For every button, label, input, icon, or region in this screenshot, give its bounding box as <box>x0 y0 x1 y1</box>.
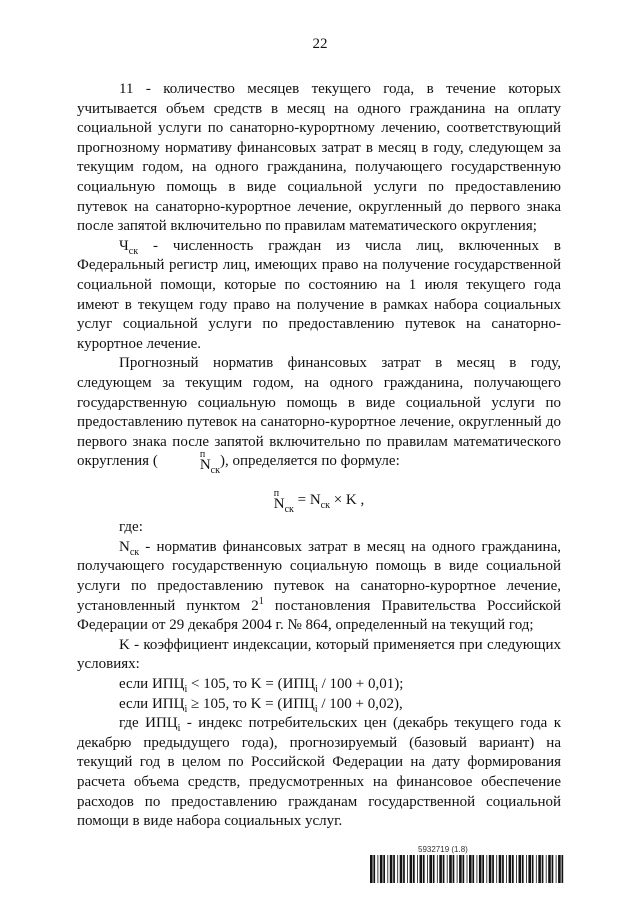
formula <box>77 488 561 516</box>
symbol-n-forecast-superscript: п <box>199 449 206 461</box>
paragraph-norm-end: постановления Правительства Российской Федерации от 29 декабря 2004 г. № 864, определенный на текущий год; <box>77 597 561 634</box>
symbol-ch: Ч <box>119 237 129 254</box>
symbol-ch-subscript: ск <box>128 245 139 257</box>
clause-superscript: 1 <box>258 595 264 607</box>
document-body <box>77 80 561 832</box>
formula-rhs-symbol: N <box>309 492 321 509</box>
condition-below-105: если $ИПЦ_i < 105$, то $K = (ИПЦ_i / 100 + 0,01)$; <box>119 676 404 696</box>
paragraph-coefficient: K - коэффициент индексации, который применяется при следующих условиях: <box>77 636 561 673</box>
paragraph-cpi-text: - индекс потребительских цен (декабрь текущего года к декабрю предыдущего года), прогнозируемый (базовый вариант) на текущий год в целом по Российской Федерации на дату формирования расчета объема средств, предусмотренных на финансовое обеспечение расходов по предоставлению гражданам государственной социальной помощи в виде набора социальных услуг. <box>77 715 561 830</box>
formula-equals: = <box>293 492 310 509</box>
paragraph-forecast-text: Прогнозный норматив финансовых затрат в месяц в году, следующем за текущим годом, на одного гражданина, получающего государственную социальную помощь в виде социальной услуги по предоставлению путевок на санаторно-курортное лечение, округленный до первого знака после запятой включительно по правилам математического округления ( <box>77 355 561 470</box>
paragraph-forecast-norm <box>77 354 561 477</box>
paragraph-population <box>77 237 561 355</box>
page-number: 22 <box>312 36 328 52</box>
paragraph-cpi-definition: где $ИПЦ_i$ - индекс потребительских цен (декабрь текущего года к декабрю предыдущего года), прогнозируемый (базовый вариант) на текущий год в целом по Российской Федерации на дату формирования расчета объема средств, предусмотренных на финансовое обеспечение расходов по предоставлению гражданам государственной социальной помощи в виде набора социальных услуг. <box>77 715 561 830</box>
formula-times-k: × K , <box>329 492 365 509</box>
formula-lhs: N п $_{ск}$ <box>273 488 294 516</box>
formula-lhs-subscript: ск <box>284 504 294 516</box>
symbol-n: N <box>119 538 130 555</box>
document-code: 5932719 (1.8) <box>418 845 468 854</box>
where-label: где: <box>119 519 143 536</box>
paragraph-norm-definition <box>77 538 561 636</box>
document-footer <box>370 845 570 885</box>
condition-above-105: если $ИПЦ_i \ge 105$, то $K = (ИПЦ_i / 100 + 0,02)$, <box>119 695 403 715</box>
paragraph-population-text: - численность граждан из числа лиц, включенных в Федеральный регистр лиц, имеющих право на получение государственной социальной помощи, которые по состоянию на 1 июля текущего года имеют в текущем году право на получение в рамках набора социальных услуг социальной услуги по предоставлению путевок на санаторно-курортное лечение. <box>77 237 561 352</box>
formula-rhs-subscript: ск <box>320 500 330 512</box>
symbol-n-subscript: ск <box>129 546 140 558</box>
paragraph-months: 11 - количество месяцев текущего года, в течение которых учитывается объем средств в месяц на одного гражданина на оплату социальной услуги по санаторно-курортному лечению, соответствующий прогнозному нормативу финансовых затрат в месяц в году, следующем за текущим годом, на одного гражданина, получающего государственную социальную помощь в виде социальной услуги по предоставлению путевок на санаторно-курортное лечение, округленный до первого знака после запятой включительно по правилам математического округления; <box>77 81 561 235</box>
barcode-icon <box>370 855 565 883</box>
formula-lhs-superscript: п <box>273 488 280 500</box>
paragraph-norm-text: - норматив финансовых затрат в месяц на одного гражданина, получающего государственную социальную помощь в виде социальной услуги по предоставлению путевок на санаторно-курортное лечение, установленный пунктом 2 <box>77 538 561 614</box>
symbol-n-forecast-subscript: ск <box>210 465 220 477</box>
symbol-n-forecast: N п $_{ск}$ <box>158 458 220 473</box>
paragraph-forecast-end: ), определяется по формуле: <box>219 453 400 470</box>
